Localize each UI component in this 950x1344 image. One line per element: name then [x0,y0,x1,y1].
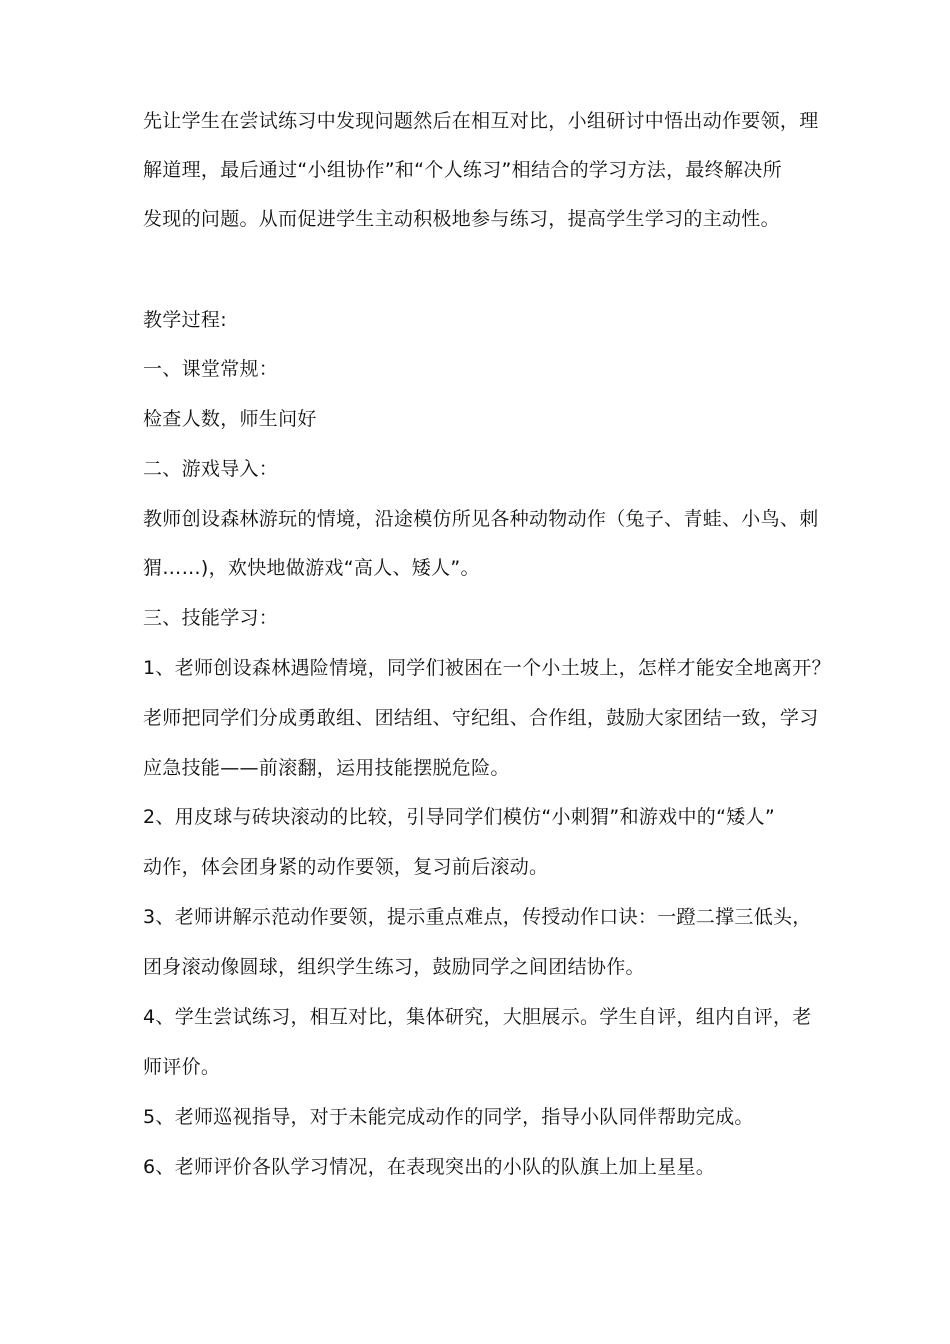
teaching-process-heading: 教学过程: [143,309,227,331]
section2-title: 二、游戏导入： [143,458,279,480]
section3-title: 三、技能学习： [143,607,279,629]
item4-line-1: 4、学生尝试练习，相互对比，集体研究，大胆展示。学生自评，组内自评，老 [143,1006,812,1028]
item2-line-1: 2、用皮球与砖块滚动的比较，引导同学们模仿“小刺猬”和游戏中的“矮人” [143,806,775,828]
item3-line-1: 3、老师讲解示范动作要领，提示重点难点，传授动作口诀：一蹬二撑三低头， [143,906,812,928]
section1-text: 检查人数，师生问好 [143,408,317,430]
item5-line-1: 5、老师巡视指导，对于未能完成动作的同学，指导小队同伴帮助完成。 [143,1106,754,1128]
intro-line-2: 解道理，最后通过“小组协作”和“个人练习”相结合的学习方法，最终解决所 [143,159,782,181]
item1-line-1: 1、老师创设森林遇险情境，同学们被困在一个小土坡上，怎样才能安全地离开？ [143,657,831,679]
item6-line-1: 6、老师评价各队学习情况，在表现突出的小队的队旗上加上星星。 [143,1156,716,1178]
item1-line-3: 应急技能——前滚翻，运用技能摆脱危险。 [143,757,510,779]
section2-line-1: 教师创设森林游玩的情境，沿途模仿所见各种动物动作（兔子、青蛙、小鸟、刺 [143,508,819,530]
intro-line-3: 发现的问题。从而促进学生主动积极地参与练习，提高学生学习的主动性。 [143,208,780,230]
item4-line-2: 师评价。 [143,1056,221,1078]
item3-line-2: 团身滚动像圆球，组织学生练习，鼓励同学之间团结协作。 [143,956,645,978]
intro-line-1: 先让学生在尝试练习中发现问题然后在相互对比，小组研讨中悟出动作要领，理 [143,110,819,132]
item1-line-2: 老师把同学们分成勇敢组、团结组、守纪组、合作组，鼓励大家团结一致，学习 [143,707,819,729]
section1-title: 一、课堂常规： [143,358,279,380]
item2-line-2: 动作，体会团身紧的动作要领，复习前后滚动。 [143,856,549,878]
section2-line-2: 猬……)，欢快地做游戏“高人、矮人”。 [143,557,480,579]
